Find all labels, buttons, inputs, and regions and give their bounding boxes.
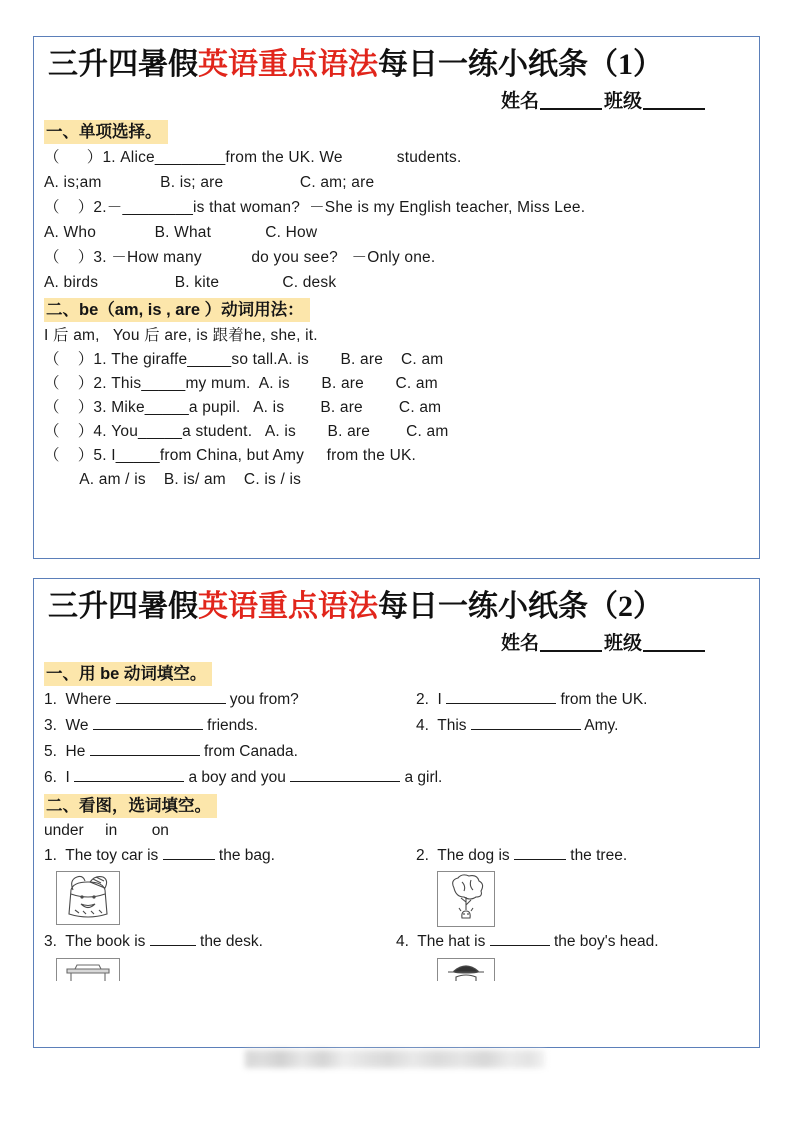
card-2-fill-row-3 (44, 739, 749, 765)
card-1-question-2: （ ）2.－________is that woman? －She is my English teacher, Miss Lee. (44, 199, 586, 216)
card-2-fill-item-3-pre: 3. We (44, 717, 93, 734)
card-2-fill-item-4-post: Amy. (580, 717, 619, 734)
card-1-be-question-2: （ ）2. This_____my mum. A. is B. are C. am (44, 375, 438, 392)
book-on-desk-image (56, 958, 120, 981)
card-2-fill-row-3-spacer (416, 739, 749, 765)
card-2-fill-item-1-blank[interactable] (116, 692, 226, 704)
card-2-fill-item-5 (44, 739, 416, 765)
card-2-fill-item-1-pre: 1. Where (44, 691, 116, 708)
card-2-fill-item-6-mid: a boy and you (184, 769, 291, 786)
card-2-section-2-heading: 二、看图，选词填空。 (44, 794, 217, 818)
card-1-class-blank[interactable] (643, 108, 705, 110)
card-1-name-label: 姓名 (500, 91, 539, 112)
card-2-class-blank[interactable] (643, 650, 705, 652)
card-2-picture-item-1-post: the bag. (214, 847, 275, 864)
card-1-question-2-options: A. Who B. What C. How (44, 224, 318, 241)
card-2-picture-row-2-prompts (44, 929, 749, 955)
card-2-fill-item-3-blank[interactable] (93, 718, 203, 730)
card-1-question-1-options: A. is;am B. is; are C. am; are (44, 174, 375, 191)
card-2-fill-item-1-post: you from? (225, 691, 299, 708)
card-2-fill-item-6-post: a girl. (400, 769, 443, 786)
card-2-class-label: 班级 (603, 633, 642, 654)
card-2-picture-item-2-pre: 2. The dog is (416, 847, 514, 864)
card-1-name-blank[interactable] (540, 108, 602, 110)
card-2-picture-row-1 (44, 869, 749, 929)
card-2-picture-item-4-blank[interactable] (490, 934, 550, 946)
card-2-title-part2: 每日一练小纸条（2） (378, 590, 663, 623)
card-2-fill-item-5-post: from Canada. (199, 743, 298, 760)
card-2-name-label: 姓名 (500, 633, 539, 654)
card-1-title-part1: 三升四暑假 (48, 48, 198, 81)
card-2-fill-item-5-pre: 5. He (44, 743, 90, 760)
card-1-question-1: （ ）1. Alice________from the UK. We students. (44, 149, 462, 166)
card-2-picture-item-1-blank[interactable] (163, 848, 215, 860)
card-2-fill-item-4-pre: 4. This (416, 717, 471, 734)
tree-with-dog-image (437, 871, 495, 927)
worksheet-card-2 (33, 578, 760, 1048)
card-2-word-bank: under in on (44, 822, 169, 839)
card-1-be-question-1: （ ）1. The giraffe_____so tall.A. is B. are C. am (44, 351, 444, 368)
card-2-picture-item-1-pre: 1. The toy car is (44, 847, 163, 864)
card-2-title (44, 585, 749, 629)
card-2-fill-row-1 (44, 687, 749, 713)
card-1-be-question-5-options: A. am / is B. is/ am C. is / is (44, 471, 302, 488)
card-2-fill-item-2-post: from the UK. (556, 691, 648, 708)
card-2-fill-item-6-blank-b[interactable] (290, 770, 400, 782)
card-1-be-question-3: （ ）3. Mike_____a pupil. A. is B. are C. am (44, 399, 442, 416)
card-2-fill-item-6-blank-a[interactable] (74, 770, 184, 782)
bag-with-toy-car-image (56, 871, 120, 925)
card-1-name-class-row (44, 87, 749, 117)
card-2-fill-row-2 (44, 713, 749, 739)
card-1-question-3-options: A. birds B. kite C. desk (44, 274, 337, 291)
card-1-title-part2: 每日一练小纸条（1） (378, 48, 663, 81)
card-1-be-question-5: （ ）5. I_____from China, but Amy from the UK. (44, 447, 417, 464)
card-2-picture-item-1 (44, 843, 416, 869)
worksheet-card-1 (33, 36, 760, 559)
card-1-title-highlight: 英语重点语法 (198, 48, 378, 81)
card-2-fill-item-4 (416, 713, 749, 739)
card-2-picture-item-4 (396, 929, 749, 955)
card-2-title-part1: 三升四暑假 (48, 590, 198, 623)
card-2-fill-item-4-blank[interactable] (471, 718, 581, 730)
card-2-fill-item-2-pre: 2. I (416, 691, 447, 708)
blurred-watermark-strip (245, 1050, 545, 1068)
card-2-fill-item-6 (44, 765, 442, 791)
card-2-picture-item-3 (44, 929, 396, 955)
card-1-section-1-heading: 一、单项选择。 (44, 120, 168, 144)
card-1-class-label: 班级 (603, 91, 642, 112)
card-2-picture-item-2 (416, 843, 749, 869)
card-2-picture-row-1-prompts (44, 843, 749, 869)
card-2-fill-item-3-post: friends. (202, 717, 258, 734)
card-2-section-1-heading: 一、用 be 动词填空。 (44, 662, 212, 686)
card-2-picture-item-3-pre: 3. The book is (44, 933, 150, 950)
card-2-picture-item-3-post: the desk. (195, 933, 263, 950)
card-1-be-question-4: （ ）4. You_____a student. A. is B. are C. am (44, 423, 449, 440)
card-1-section-2-heading: 二、be（am, is , are ）动词用法： (44, 298, 310, 322)
card-2-fill-item-2 (416, 687, 749, 713)
card-1-title (44, 43, 749, 87)
card-2-picture-item-4-pre: 4. The hat is (396, 933, 490, 950)
card-2-picture-item-2-blank[interactable] (514, 848, 566, 860)
card-2-fill-item-3 (44, 713, 416, 739)
card-2-fill-item-1 (44, 687, 416, 713)
card-1-question-3: （ ）3. －How many do you see? －Only one. (44, 249, 436, 266)
card-2-picture-item-2-post: the tree. (565, 847, 628, 864)
hat-on-boy-head-image (437, 958, 495, 981)
card-2-title-highlight: 英语重点语法 (198, 590, 378, 623)
card-2-picture-row-2 (44, 955, 749, 981)
card-1-be-rule: I 后 am, You 后 are, is 跟着he, she, it. (44, 327, 318, 344)
card-2-picture-item-4-post: the boy's head. (549, 933, 659, 950)
card-2-fill-item-5-blank[interactable] (90, 744, 200, 756)
card-2-picture-item-3-blank[interactable] (150, 934, 196, 946)
card-2-fill-row-4 (44, 765, 749, 791)
card-2-fill-item-2-blank[interactable] (446, 692, 556, 704)
card-2-name-class-row (44, 629, 749, 659)
card-2-name-blank[interactable] (540, 650, 602, 652)
card-2-fill-item-6-pre: 6. I (44, 769, 75, 786)
